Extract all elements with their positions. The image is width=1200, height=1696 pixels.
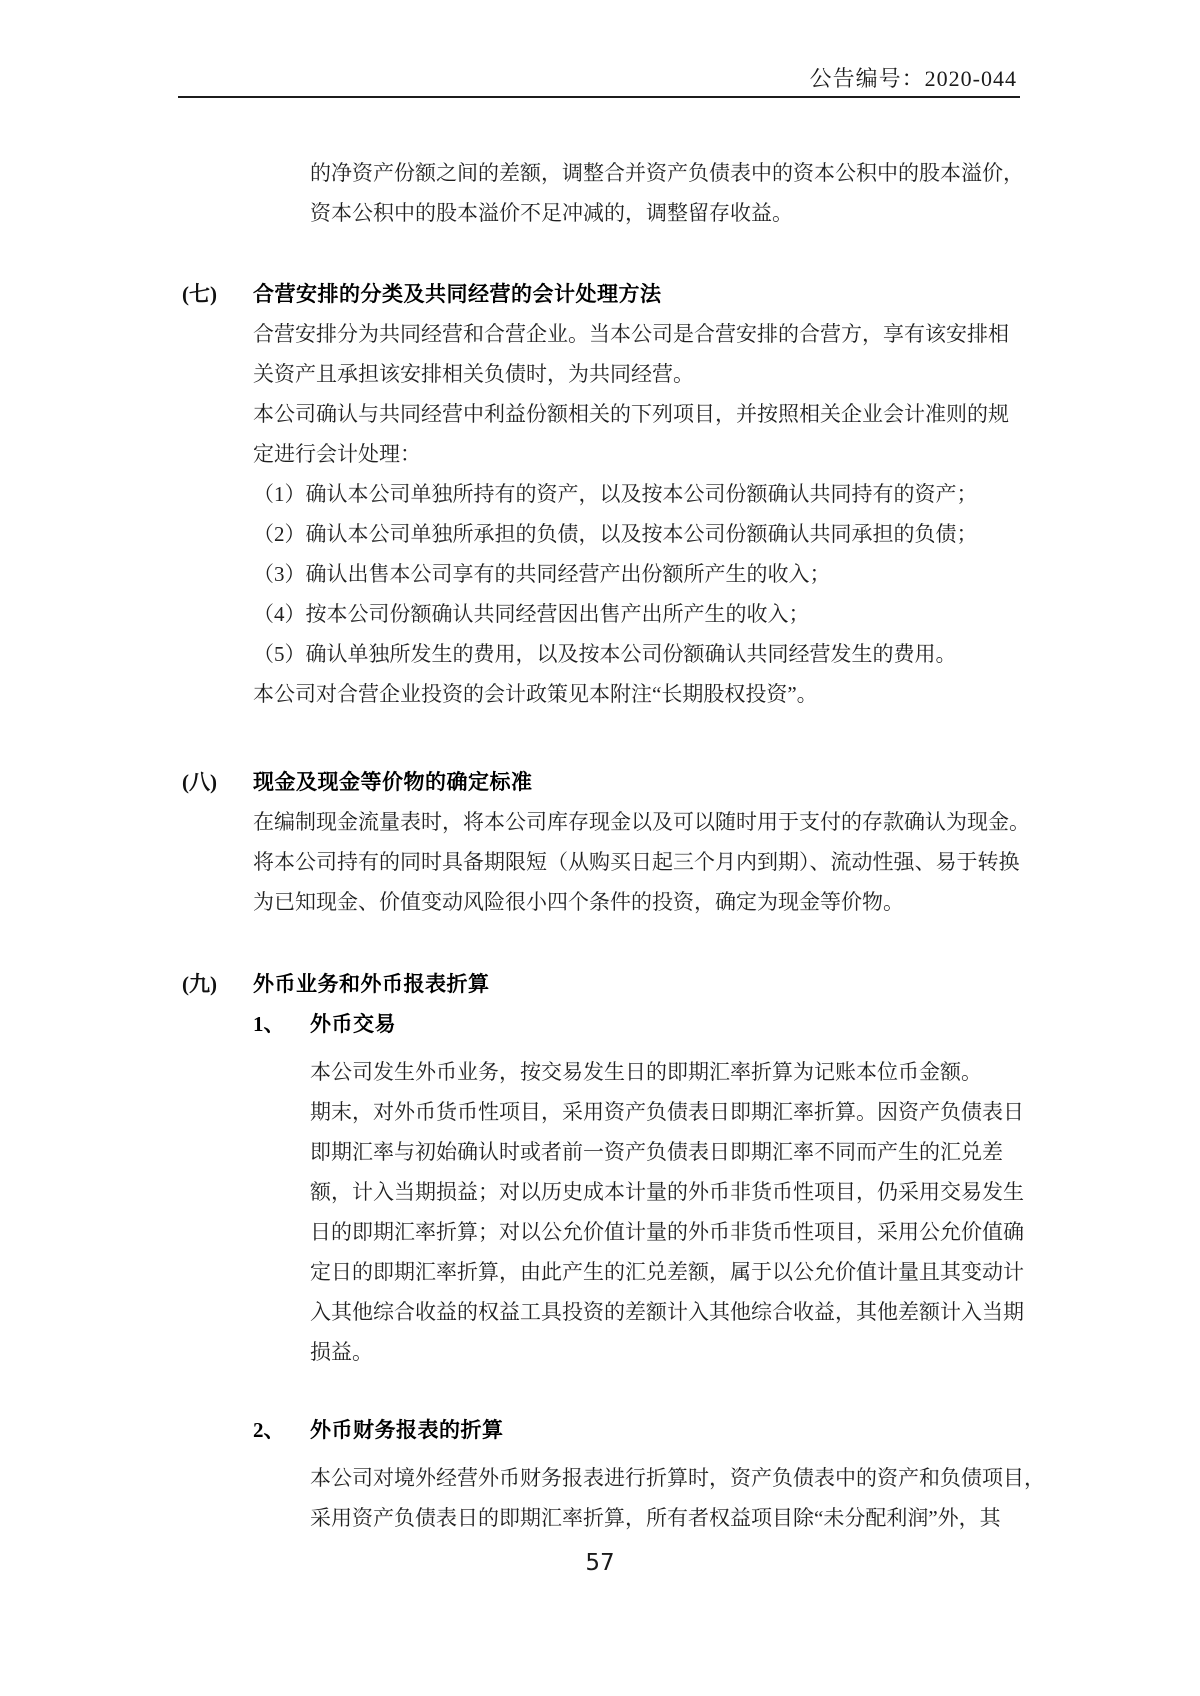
body-line: 本公司对合营企业投资的会计政策见本附注“长期股权投资”。 [253,682,818,706]
body-line: 在编制现金流量表时，将本公司库存现金以及可以随时用于支付的存款确认为现金。 [253,810,1030,834]
body-line: 即期汇率与初始确认时或者前一资产负债表日即期汇率不同而产生的汇兑差 [310,1140,1003,1164]
section-title: 现金及现金等价物的确定标准 [253,770,533,794]
body-line: （4）按本公司份额确认共同经营因出售产出所产生的收入； [253,602,810,626]
intro-line: 资本公积中的股本溢价不足冲减的，调整留存收益。 [310,201,793,225]
body-line: （3）确认出售本公司享有的共同经营产出份额所产生的收入； [253,562,831,586]
sections-container [182,274,1045,1538]
subsection-heading [253,1004,970,1044]
announcement-number: 公告编号：2020-044 [809,66,1017,91]
body-line: 本公司对境外经营外币财务报表进行折算时，资产负债表中的资产和负债项目， [310,1466,1045,1490]
body-line: 关资产且承担该安排相关负债时，为共同经营。 [253,362,694,386]
section-label: (九) [182,972,217,996]
section [182,274,1009,714]
header-divider [178,96,1020,98]
intro-line: 的净资产份额之间的差额，调整合并资产负债表中的资本公积中的股本溢价， [310,161,1024,185]
body-line: 日的即期汇率折算；对以公允价值计量的外币非货币性项目，采用公允价值确 [310,1220,1024,1244]
body-line: 期末，对外币货币性项目，采用资产负债表日即期汇率折算。因资产负债表日 [310,1100,1024,1124]
subsection-number: 1、 [253,1012,285,1036]
subsection-body [310,1052,1024,1372]
section-heading [182,964,970,1004]
body-line: 定进行会计处理： [253,442,421,466]
body-line: 将本公司持有的同时具备期限短（从购买日起三个月内到期）、流动性强、易于转换 [253,850,1020,874]
body-line: 损益。 [310,1340,373,1364]
body-line: 定日的即期汇率折算，由此产生的汇兑差额，属于以公允价值计量且其变动计 [310,1260,1024,1284]
subsection [253,1410,1045,1538]
document-content [182,153,1045,1538]
body-line: 入其他综合收益的权益工具投资的差额计入其他综合收益，其他差额计入当期 [310,1300,1024,1324]
section-body [253,802,1030,922]
body-line: 为已知现金、价值变动风险很小四个条件的投资，确定为现金等价物。 [253,890,904,914]
section-label: (七) [182,282,217,306]
subsection-number: 2、 [253,1418,285,1442]
section-title: 外币业务和外币报表折算 [253,972,490,996]
section [182,762,1030,922]
section-body [253,314,1009,714]
body-line: （5）确认单独所发生的费用，以及按本公司份额确认共同经营发生的费用。 [253,642,957,666]
section-heading [182,274,970,314]
body-line: 额，计入当期损益；对以历史成本计量的外币非货币性项目，仍采用交易发生 [310,1180,1024,1204]
section [182,964,1045,1538]
body-line: （1）确认本公司单独所持有的资产，以及按本公司份额确认共同持有的资产； [253,482,978,506]
body-line: 合营安排分为共同经营和合营企业。当本公司是合营安排的合营方，享有该安排相 [253,322,1009,346]
section-label: (八) [182,770,217,794]
subsection-title: 外币交易 [310,1012,396,1036]
subsection [253,1004,1024,1372]
section-heading [182,762,970,802]
body-line: 本公司确认与共同经营中利益份额相关的下列项目，并按照相关企业会计准则的规 [253,402,1009,426]
body-line: 采用资产负债表日的即期汇率折算，所有者权益项目除“未分配利润”外，其 [310,1506,1001,1530]
subsection-body [310,1458,1045,1538]
subsection-heading [253,1410,970,1450]
body-line: （2）确认本公司单独所承担的负债，以及按本公司份额确认共同承担的负债； [253,522,978,546]
section-title: 合营安排的分类及共同经营的会计处理方法 [253,282,662,306]
page-number: 57 [585,1550,615,1576]
intro-paragraph [310,153,1024,233]
body-line: 本公司发生外币业务，按交易发生日的即期汇率折算为记账本位币金额。 [310,1060,982,1084]
subsection-title: 外币财务报表的折算 [310,1418,504,1442]
